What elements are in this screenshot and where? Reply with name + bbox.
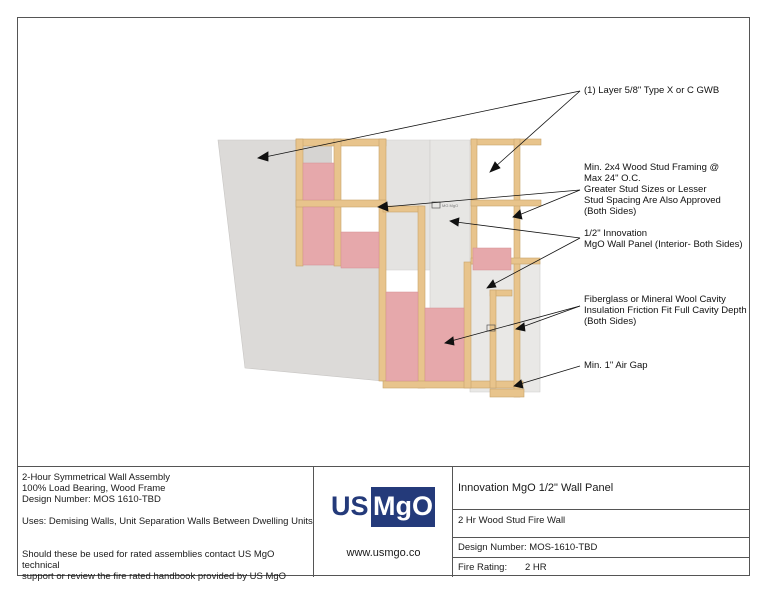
uses-text: Uses: Demising Walls, Unit Separation Walls Between Dwelling Units [22,516,313,527]
mgo-panel-right [470,262,540,392]
assembly-subtitle: 2 Hr Wood Stud Fire Wall [458,515,566,526]
support-note: Should these be used for rated assemblies contact US MgO technical support or review the fire rated handbook provided by US MgO [22,549,287,582]
callout-insulation: Fiberglass or Mineral Wool Cavity Insulation Friction Fit Full Cavity Depth (Both Sides) [584,294,747,327]
us-mgo-logo [331,487,435,527]
fire-rating-value: 2 HR [525,562,547,573]
callout-stud-framing: Min. 2x4 Wood Stud Framing @ Max 24" O.C. Greater Stud Sizes or Lesser Stud Spacing Are Also Approved (Both Sides) [584,162,721,217]
logo-mgo-text: MgO [373,491,433,521]
title-block-logo [314,467,453,577]
subtitle-row [453,509,750,537]
title-block-notes [17,467,314,582]
callout-air-gap: Min. 1" Air Gap [584,360,648,371]
product-title: Innovation MgO 1/2" Wall Panel [458,482,614,494]
design-number-row [453,537,750,557]
design-number: Design Number: MOS-1610-TBD [458,542,598,553]
website-text: www.usmgo.co [346,547,421,559]
title-block-info [453,467,750,577]
callout-gwb: (1) Layer 5/8" Type X or C GWB [584,85,720,96]
product-row [453,467,750,509]
panel-stamp-text: MG MgO [442,203,459,208]
fire-rating-row [453,557,750,577]
fire-rating-label: Fire Rating: [458,562,508,573]
assembly-description: 2-Hour Symmetrical Wall Assembly 100% Load Bearing, Wood Frame Design Number: MOS 1610-TBD [22,472,170,505]
logo-us-text: US [331,491,369,521]
title-block [17,466,750,582]
callout-mgo-panel: 1/2" Innovation MgO Wall Panel (Interior- Both Sides) [584,228,743,250]
